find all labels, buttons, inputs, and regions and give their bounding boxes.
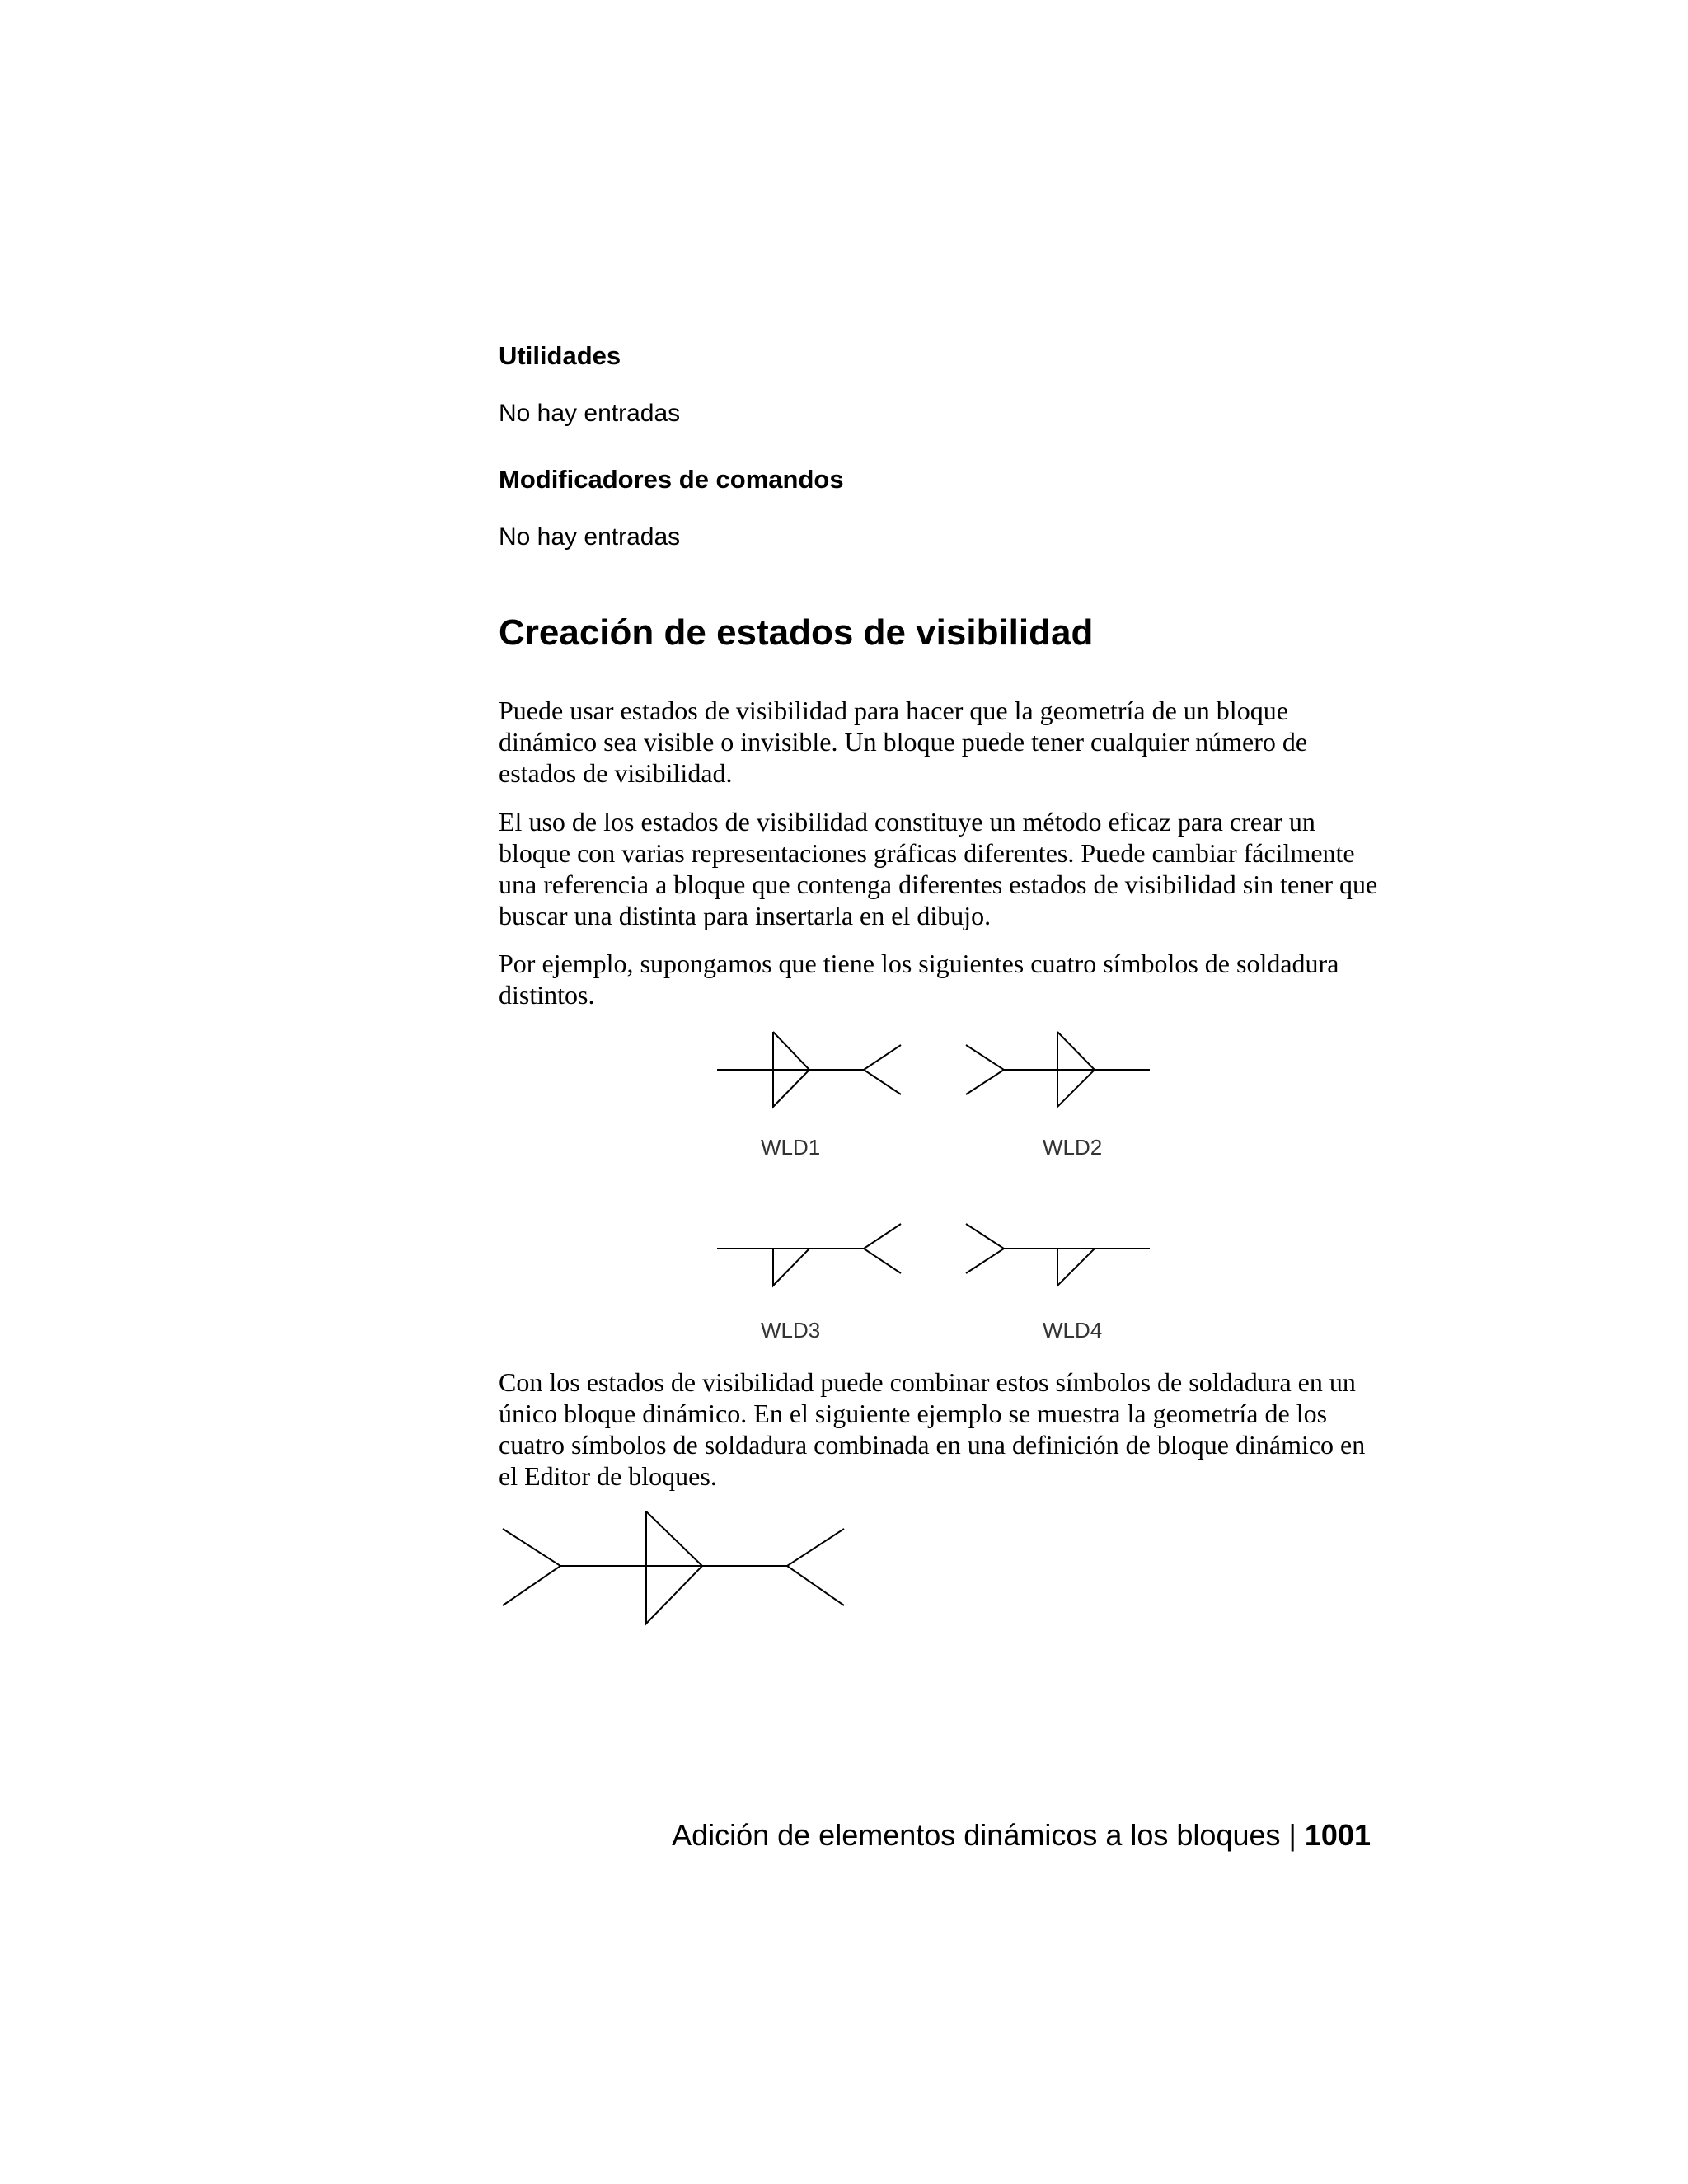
combined-weld-symbol bbox=[503, 1511, 844, 1624]
page-number: 1001 bbox=[1304, 1818, 1371, 1852]
paragraph-3: Por ejemplo, supongamos que tiene los siguientes cuatro símbolos de soldadura distintos. bbox=[499, 949, 1339, 1010]
weld-symbol-wld3 bbox=[717, 1224, 901, 1286]
figure-label-wld3: WLD3 bbox=[761, 1318, 821, 1343]
figure-label-wld1: WLD1 bbox=[761, 1135, 821, 1160]
weld-symbol-wld4 bbox=[966, 1224, 1150, 1286]
subsection-heading-modificadores: Modificadores de comandos bbox=[499, 465, 844, 494]
subsection-body-modificadores: No hay entradas bbox=[499, 523, 681, 551]
subsection-body-utilidades: No hay entradas bbox=[499, 400, 681, 427]
figure-label-wld4: WLD4 bbox=[1043, 1318, 1103, 1343]
footer-chapter-title: Adición de elementos dinámicos a los bloques bbox=[672, 1818, 1281, 1852]
weld-symbol-wld2 bbox=[966, 1032, 1150, 1107]
footer-separator: | bbox=[1288, 1818, 1296, 1852]
figure-label-wld2: WLD2 bbox=[1043, 1135, 1103, 1160]
paragraph-1: Puede usar estados de visibilidad para hacer que la geometría de un bloque dinámico sea visible o invisible. Un bloque puede tener cualquier número de estados de visibilidad. bbox=[499, 696, 1308, 788]
paragraph-4: Con los estados de visibilidad puede combinar estos símbolos de soldadura en un único bloque dinámico. En el siguiente ejemplo se muestra la geometría de los cuatro símbolos de soldadura combinada en una definición de bloque dinámico en el Editor de bloques. bbox=[499, 1367, 1366, 1491]
weld-symbol-wld1 bbox=[717, 1032, 901, 1107]
paragraph-2: El uso de los estados de visibilidad constituye un método eficaz para crear un bloque con varias representaciones gráficas diferentes. Puede cambiar fácilmente una referencia a bloque que contenga diferentes estados de visibilidad sin tener que buscar una distinta para insertarla en el dibujo. bbox=[499, 807, 1378, 930]
subsection-heading-utilidades: Utilidades bbox=[499, 341, 621, 370]
page-title: Creación de estados de visibilidad bbox=[499, 612, 1094, 653]
page-footer bbox=[672, 1817, 1371, 1854]
